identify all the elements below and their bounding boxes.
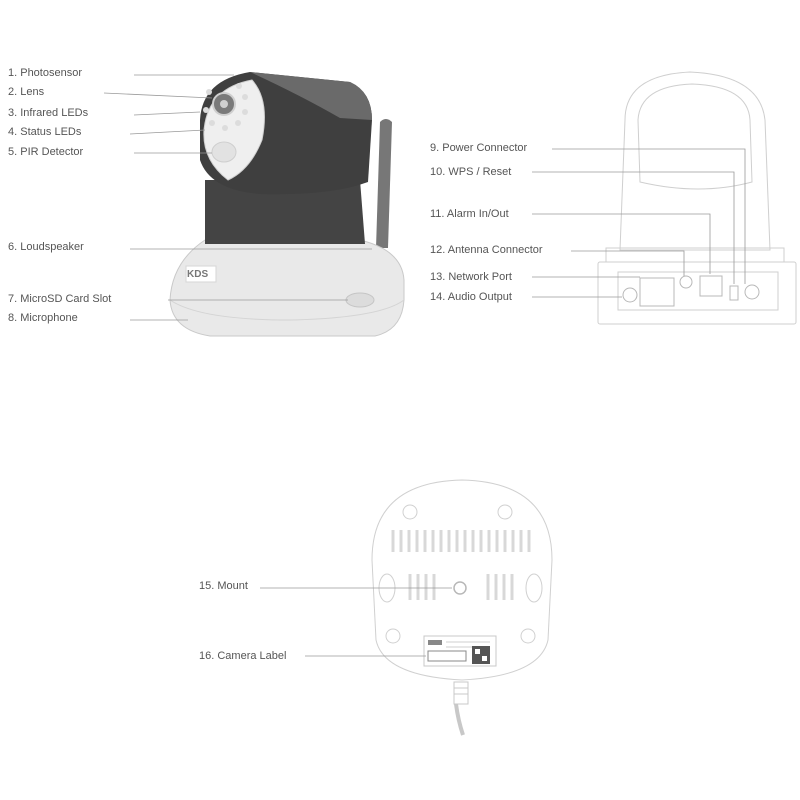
mount-drawing (454, 582, 466, 594)
label-antenna-connector: 12. Antenna Connector (430, 244, 543, 256)
wps-reset-drawing (730, 286, 738, 300)
antenna-connector-drawing (680, 276, 692, 288)
rear-view-camera (598, 72, 796, 324)
alarm-terminal-drawing (700, 276, 722, 296)
label-network-port: 13. Network Port (430, 271, 512, 283)
label-camera-label: 16. Camera Label (199, 650, 287, 662)
label-alarm-in-out: 11. Alarm In/Out (430, 208, 509, 220)
label-audio-output: 14. Audio Output (430, 291, 512, 303)
label-infrared-leds: 3. Infrared LEDs (8, 107, 89, 119)
label-microsd-card-slot: 7. MicroSD Card Slot (8, 293, 112, 305)
label-mount: 15. Mount (199, 580, 248, 592)
pir-detector-window (212, 142, 236, 162)
microsd-slot (346, 293, 374, 307)
label-lens: 2. Lens (8, 86, 45, 98)
network-port-drawing (640, 278, 674, 306)
rear-leader-lines (532, 149, 745, 297)
audio-output-drawing (623, 288, 637, 302)
label-power-connector: 9. Power Connector (430, 142, 528, 154)
bottom-view-camera (372, 480, 552, 735)
label-microphone: 8. Microphone (8, 312, 78, 324)
label-status-leds: 4. Status LEDs (8, 126, 82, 138)
brand-mark: KDS (187, 269, 209, 280)
label-loudspeaker: 6. Loudspeaker (8, 241, 84, 253)
label-wps-reset: 10. WPS / Reset (430, 166, 512, 178)
antenna (376, 119, 392, 248)
label-photosensor: 1. Photosensor (8, 67, 82, 79)
camera-base (170, 240, 404, 336)
front-view-camera (170, 72, 404, 336)
bottom-leader-lines (260, 588, 452, 656)
vent-slots (393, 530, 529, 600)
label-pir-detector: 5. PIR Detector (8, 146, 84, 158)
power-connector-drawing (745, 285, 759, 299)
